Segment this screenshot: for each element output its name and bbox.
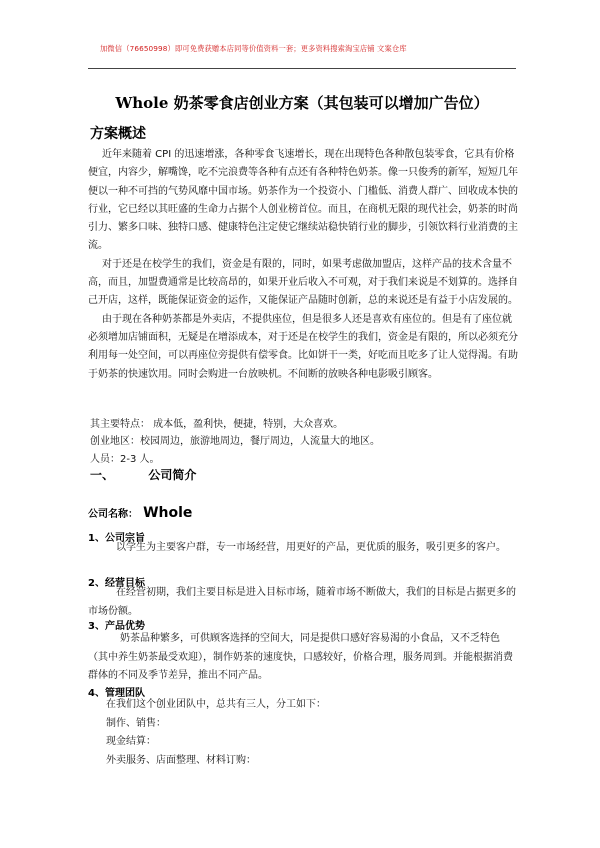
subsection-team-body <box>106 696 516 770</box>
subsection-purpose-body <box>88 539 516 558</box>
section-1-number: 一、 <box>90 468 115 482</box>
team-role-service: 外卖服务、店面整理、材料订购： <box>106 754 256 766</box>
company-name <box>88 502 192 521</box>
team-role-production: 制作、销售： <box>106 717 166 729</box>
staff-line: 人员：2-3 人。 <box>90 454 160 465</box>
subsection-team-heading: 4、管理团队 <box>88 688 145 699</box>
subsection-purpose-heading: 1、公司宗旨 <box>88 533 145 544</box>
location-line: 创业地区：校园周边，旅游地周边，餐厅周边，人流量大的地区。 <box>90 436 380 447</box>
features-line: 其主要特点： 成本低，盈利快，便捷，特别，大众喜欢。 <box>90 419 344 430</box>
subsection-advantage-heading: 3、产品优势 <box>88 621 145 632</box>
subsection-advantage-body <box>88 630 516 686</box>
purpose-text: 以学生为主要客户群，专一市场经营，用更好的产品，更优质的服务，吸引更多的客户。 <box>116 542 506 553</box>
subsection-goal-body <box>88 584 516 621</box>
team-role-cash: 现金结算： <box>106 736 156 747</box>
goal-text: 在经营初期，我们主要目标是进入目标市场，随着市场不断做大，我们的目标是占据更多的市场份额。 <box>88 587 516 617</box>
overview-paragraph-3: 由于现在各种奶茶都是外卖店，不提供座位，但是很多人还是喜欢有座位的。但是有了座位就必须增加店铺面积，无疑是在增添成本，对于还是在校学生的我们，资金是有限的，所以必须充分利用每一处空间，可以再座位旁提供有偿零食。比如饼干一类，好吃而且吃多了让人觉得渴。有助于奶茶的快速饮用。同时会购进一台放映机。不间断的放映各种电影吸引顾客。 <box>88 313 518 380</box>
header-divider <box>88 68 516 69</box>
team-intro: 在我们这个创业团队中，总共有三人，分工如下： <box>106 699 326 710</box>
section-1-heading <box>90 466 196 483</box>
overview-paragraph-1: 近年来随着 CPI 的迅速增涨，各种零食飞速增长，现在出现特色各种散包装零食，它具有价格便宜，内容少，解嘴馋，吃不完浪费等各种有点还有各种特色奶茶。像一只俊秀的新军，短短几年便以一种不可挡的气势风靡中国市场。奶茶作为一个投资小、门槛低、消费人群广、回收成本快的行业，它已经以其旺盛的生命力占据个人创业榜首位。而且，在商机无限的现代社会，奶茶的时尚引力、繁多口味、独特口感、健康特色注定使它继续站稳快销行业的脚步，引领饮料行业消费的主流。 <box>88 149 518 252</box>
section-1-title: 公司简介 <box>148 468 197 482</box>
company-name-label: 公司名称： <box>88 509 138 520</box>
overview-paragraphs <box>88 146 518 384</box>
subsection-goal-heading: 2、经营目标 <box>88 578 145 589</box>
company-name-value: Whole <box>143 505 193 521</box>
header-ad-note: 加微信（76650998）即可免费获赠本店同等价值资料一套；更多资料搜索淘宝店铺 文案仓库 <box>100 44 407 53</box>
overview-heading: 方案概述 <box>90 126 146 142</box>
document-title: Whole 奶茶零食店创业方案（其包装可以增加广告位） <box>115 94 489 112</box>
advantage-text: 奶茶品种繁多，可供顾客选择的空间大，同是提供口感好容易渴的小食品，又不乏特色（其中养生奶茶最受欢迎），制作奶茶的速度快，口感较好，价格合理，服务周到。并能根据消费群体的不同及季节差异，推出不同产品。 <box>88 633 513 681</box>
overview-paragraph-2: 对于还是在校学生的我们，资金是有限的，同时，如果考虑做加盟店，这样产品的技术含量不高，而且，加盟费通常是比较高昂的，如果开业后收入不可观，对于我们来说是不划算的。选择自己开店，这样，既能保证资金的运作，又能保证产品随时创新，总的来说还是有益于小店发展的。 <box>88 258 518 307</box>
